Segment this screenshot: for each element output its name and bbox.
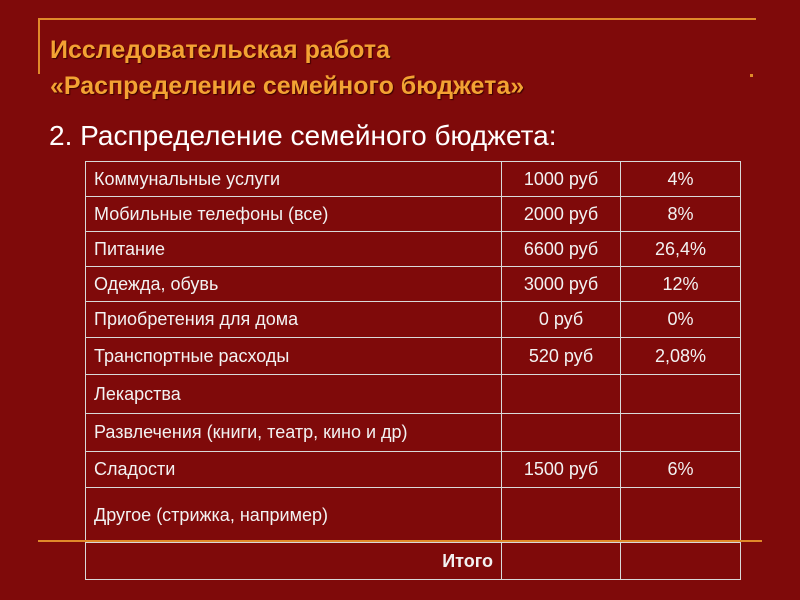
table-row (86, 197, 741, 232)
amount-cell (502, 488, 621, 543)
item-cell: Транспортные расходы (86, 338, 502, 375)
percent-cell: 12% (621, 267, 741, 302)
item-cell: Коммунальные услуги (86, 162, 502, 197)
item-cell: Питание (86, 232, 502, 267)
budget-table (85, 161, 741, 580)
amount-cell: 3000 руб (502, 267, 621, 302)
left-rule (38, 18, 40, 74)
table-row (86, 302, 741, 338)
table-row (86, 414, 741, 452)
table-row (86, 162, 741, 197)
total-row (86, 543, 741, 580)
slide-subtitle: 2. Распределение семейного бюджета: (49, 120, 557, 151)
amount-cell (502, 414, 621, 452)
table-row (86, 232, 741, 267)
table-row (86, 267, 741, 302)
accent-dot (750, 74, 753, 77)
item-cell: Приобретения для дома (86, 302, 502, 338)
table-row (86, 375, 741, 414)
percent-cell: 2,08% (621, 338, 741, 375)
percent-cell: 26,4% (621, 232, 741, 267)
table-row (86, 452, 741, 488)
percent-cell: 0% (621, 302, 741, 338)
amount-cell: 1000 руб (502, 162, 621, 197)
item-cell: Одежда, обувь (86, 267, 502, 302)
percent-cell: 8% (621, 197, 741, 232)
percent-cell: 6% (621, 452, 741, 488)
percent-cell (621, 414, 741, 452)
amount-cell: 0 руб (502, 302, 621, 338)
total-amount-cell (502, 543, 621, 580)
table-row (86, 338, 741, 375)
item-cell: Сладости (86, 452, 502, 488)
amount-cell (502, 375, 621, 414)
slide-title (50, 32, 750, 104)
item-cell: Развлечения (книги, театр, кино и др) (86, 414, 502, 452)
title-line-1: Исследовательская работа (50, 36, 390, 64)
title-line-2: «Распределение семейного бюджета» (50, 72, 525, 100)
amount-cell: 2000 руб (502, 197, 621, 232)
item-cell: Лекарства (86, 375, 502, 414)
percent-cell (621, 488, 741, 543)
item-cell: Другое (стрижка, например) (86, 488, 502, 543)
amount-cell: 6600 руб (502, 232, 621, 267)
item-cell: Мобильные телефоны (все) (86, 197, 502, 232)
amount-cell: 1500 руб (502, 452, 621, 488)
table-row (86, 488, 741, 543)
percent-cell (621, 375, 741, 414)
total-label: Итого (86, 543, 502, 580)
percent-cell: 4% (621, 162, 741, 197)
bottom-rule (38, 540, 762, 542)
amount-cell: 520 руб (502, 338, 621, 375)
total-percent-cell (621, 543, 741, 580)
top-rule (38, 18, 756, 20)
